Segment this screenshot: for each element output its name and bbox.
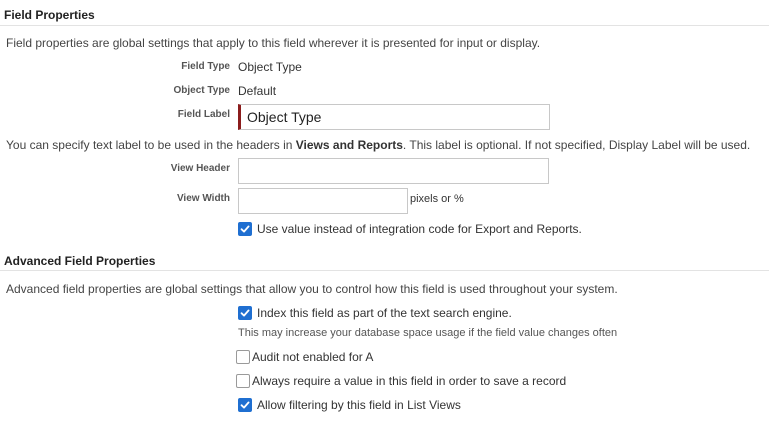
field-label-input[interactable]	[238, 104, 550, 130]
use-value-checkbox[interactable]	[238, 222, 252, 236]
view-width-label: View Width	[176, 193, 230, 204]
view-label-hint: You can specify text label to be used in the headers in Views and Reports. This label is optional. If not specified, Display Label will be used.	[6, 138, 751, 152]
advanced-properties-description: Advanced field properties are global settings that allow you to control how this field is used throughout your system.	[6, 282, 618, 296]
checkmark-icon	[240, 224, 250, 234]
advanced-properties-title: Advanced Field Properties	[4, 254, 156, 268]
index-field-checkbox[interactable]	[238, 306, 252, 320]
view-width-unit: pixels or %	[410, 193, 464, 205]
require-value-checkbox[interactable]	[236, 374, 250, 388]
view-header-input[interactable]	[238, 158, 549, 184]
section-divider	[0, 25, 769, 26]
allow-filtering-checkbox[interactable]	[238, 398, 252, 412]
object-type-value: Default	[238, 84, 277, 98]
checkmark-icon	[240, 308, 250, 318]
object-type-label: Object Type	[173, 85, 230, 96]
field-properties-description: Field properties are global settings that apply to this field wherever it is presented for input or display.	[6, 36, 541, 50]
field-properties-title: Field Properties	[4, 8, 95, 22]
use-value-label: Use value instead of integration code for Export and Reports.	[257, 222, 582, 236]
view-header-label: View Header	[170, 163, 230, 174]
field-type-label: Field Type	[181, 61, 230, 72]
field-type-value: Object Type	[238, 60, 302, 74]
field-label-label: Field Label	[177, 109, 230, 120]
audit-checkbox[interactable]	[236, 350, 250, 364]
view-width-input[interactable]	[238, 188, 408, 214]
allow-filtering-label: Allow filtering by this field in List Views	[257, 398, 461, 412]
index-field-label: Index this field as part of the text search engine.	[257, 306, 512, 320]
section-divider	[0, 270, 769, 271]
audit-label: Audit not enabled for A	[252, 350, 374, 364]
require-value-label: Always require a value in this field in order to save a record	[252, 374, 567, 388]
checkmark-icon	[240, 400, 250, 410]
index-field-note: This may increase your database space usage if the field value changes often	[238, 327, 618, 339]
